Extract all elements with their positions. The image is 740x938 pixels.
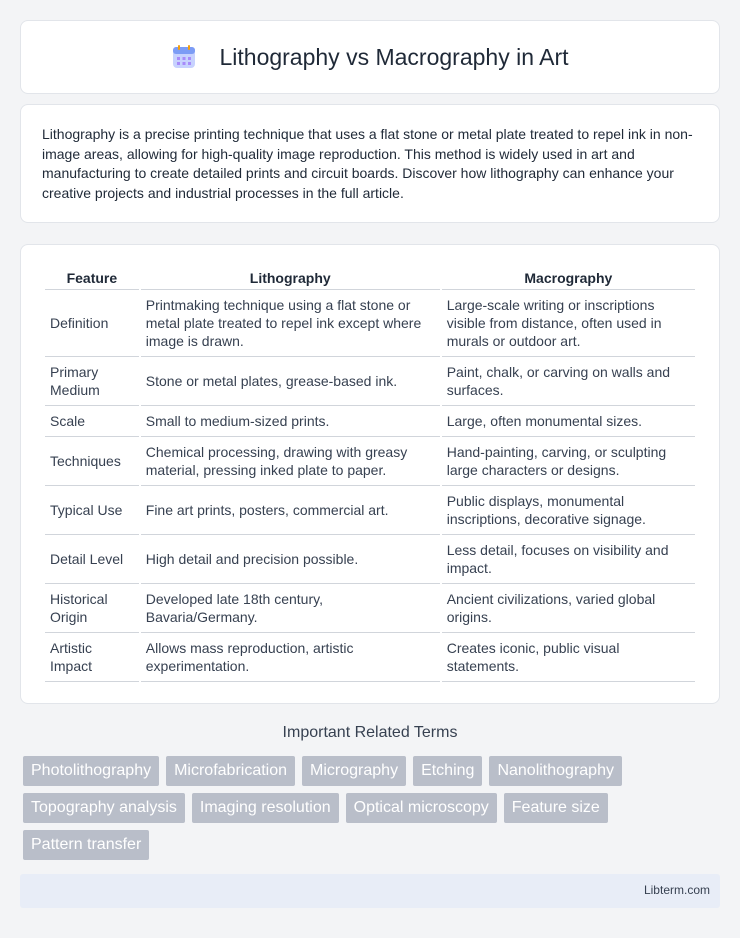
comparison-table: [43, 265, 697, 682]
page-title: Lithography vs Macrography in Art: [219, 43, 569, 70]
column-header: Macrography: [442, 265, 695, 290]
table-cell: Creates iconic, public visual statements.: [442, 633, 695, 682]
table-header-row: [45, 265, 695, 290]
table-cell: Ancient civilizations, varied global origins.: [442, 584, 695, 633]
table-cell: Stone or metal plates, grease-based ink.: [141, 357, 440, 406]
table-cell: Public displays, monumental inscriptions, decorative signage.: [442, 486, 695, 535]
table-cell: Scale: [45, 406, 139, 437]
table-cell: Hand-painting, carving, or sculpting large characters or designs.: [442, 437, 695, 486]
calendar-icon: [171, 44, 197, 70]
table-cell: Large-scale writing or inscriptions visible from distance, often used in murals or outdoor art.: [442, 290, 695, 357]
table-row: [45, 535, 695, 584]
footer: [20, 874, 720, 908]
table-cell: Historical Origin: [45, 584, 139, 633]
table-row: [45, 633, 695, 682]
table-row: [45, 437, 695, 486]
table-cell: Allows mass reproduction, artistic experimentation.: [141, 633, 440, 682]
related-terms-list: [23, 756, 703, 860]
term-tag[interactable]: Micrography: [302, 756, 406, 786]
table-cell: Typical Use: [45, 486, 139, 535]
term-tag[interactable]: Microfabrication: [166, 756, 295, 786]
table-row: [45, 357, 695, 406]
term-tag[interactable]: Feature size: [504, 793, 608, 823]
table-cell: Printmaking technique using a flat stone or metal plate treated to repel ink except where image is drawn.: [141, 290, 440, 357]
table-row: [45, 584, 695, 633]
term-tag[interactable]: Pattern transfer: [23, 830, 149, 860]
footer-link[interactable]: Libterm.com: [643, 883, 710, 897]
title-card: [20, 20, 720, 94]
table-cell: Definition: [45, 290, 139, 357]
table-row: [45, 486, 695, 535]
table-cell: Small to medium-sized prints.: [141, 406, 440, 437]
table-cell: Less detail, focuses on visibility and impact.: [442, 535, 695, 584]
term-tag[interactable]: Topography analysis: [23, 793, 185, 823]
table-cell: Fine art prints, posters, commercial art.: [141, 486, 440, 535]
table-cell: Primary Medium: [45, 357, 139, 406]
term-tag[interactable]: Nanolithography: [489, 756, 622, 786]
term-tag[interactable]: Photolithography: [23, 756, 159, 786]
table-cell: Chemical processing, drawing with greasy material, pressing inked plate to paper.: [141, 437, 440, 486]
table-cell: Developed late 18th century, Bavaria/Germany.: [141, 584, 440, 633]
comparison-table-card: [20, 244, 720, 704]
table-cell: Artistic Impact: [45, 633, 139, 682]
term-tag[interactable]: Etching: [413, 756, 482, 786]
column-header: Lithography: [141, 265, 440, 290]
table-cell: Paint, chalk, or carving on walls and surfaces.: [442, 357, 695, 406]
column-header: Feature: [45, 265, 139, 290]
term-tag[interactable]: Optical microscopy: [346, 793, 497, 823]
related-terms-heading: Important Related Terms: [282, 724, 458, 741]
table-row: [45, 290, 695, 357]
intro-card: [20, 104, 720, 223]
table-cell: Techniques: [45, 437, 139, 486]
term-tag[interactable]: Imaging resolution: [192, 793, 339, 823]
table-cell: Detail Level: [45, 535, 139, 584]
table-cell: Large, often monumental sizes.: [442, 406, 695, 437]
table-row: [45, 406, 695, 437]
table-cell: High detail and precision possible.: [141, 535, 440, 584]
intro-text: Lithography is a precise printing technique that uses a flat stone or metal plate treated to repel ink in non-image areas, allowing for high-quality image reproduction. This method is widely used in art and manufacturing to create detailed prints and circuit boards. Discover how lithography can enhance your creative projects and industrial processes in the full article.: [42, 126, 693, 201]
